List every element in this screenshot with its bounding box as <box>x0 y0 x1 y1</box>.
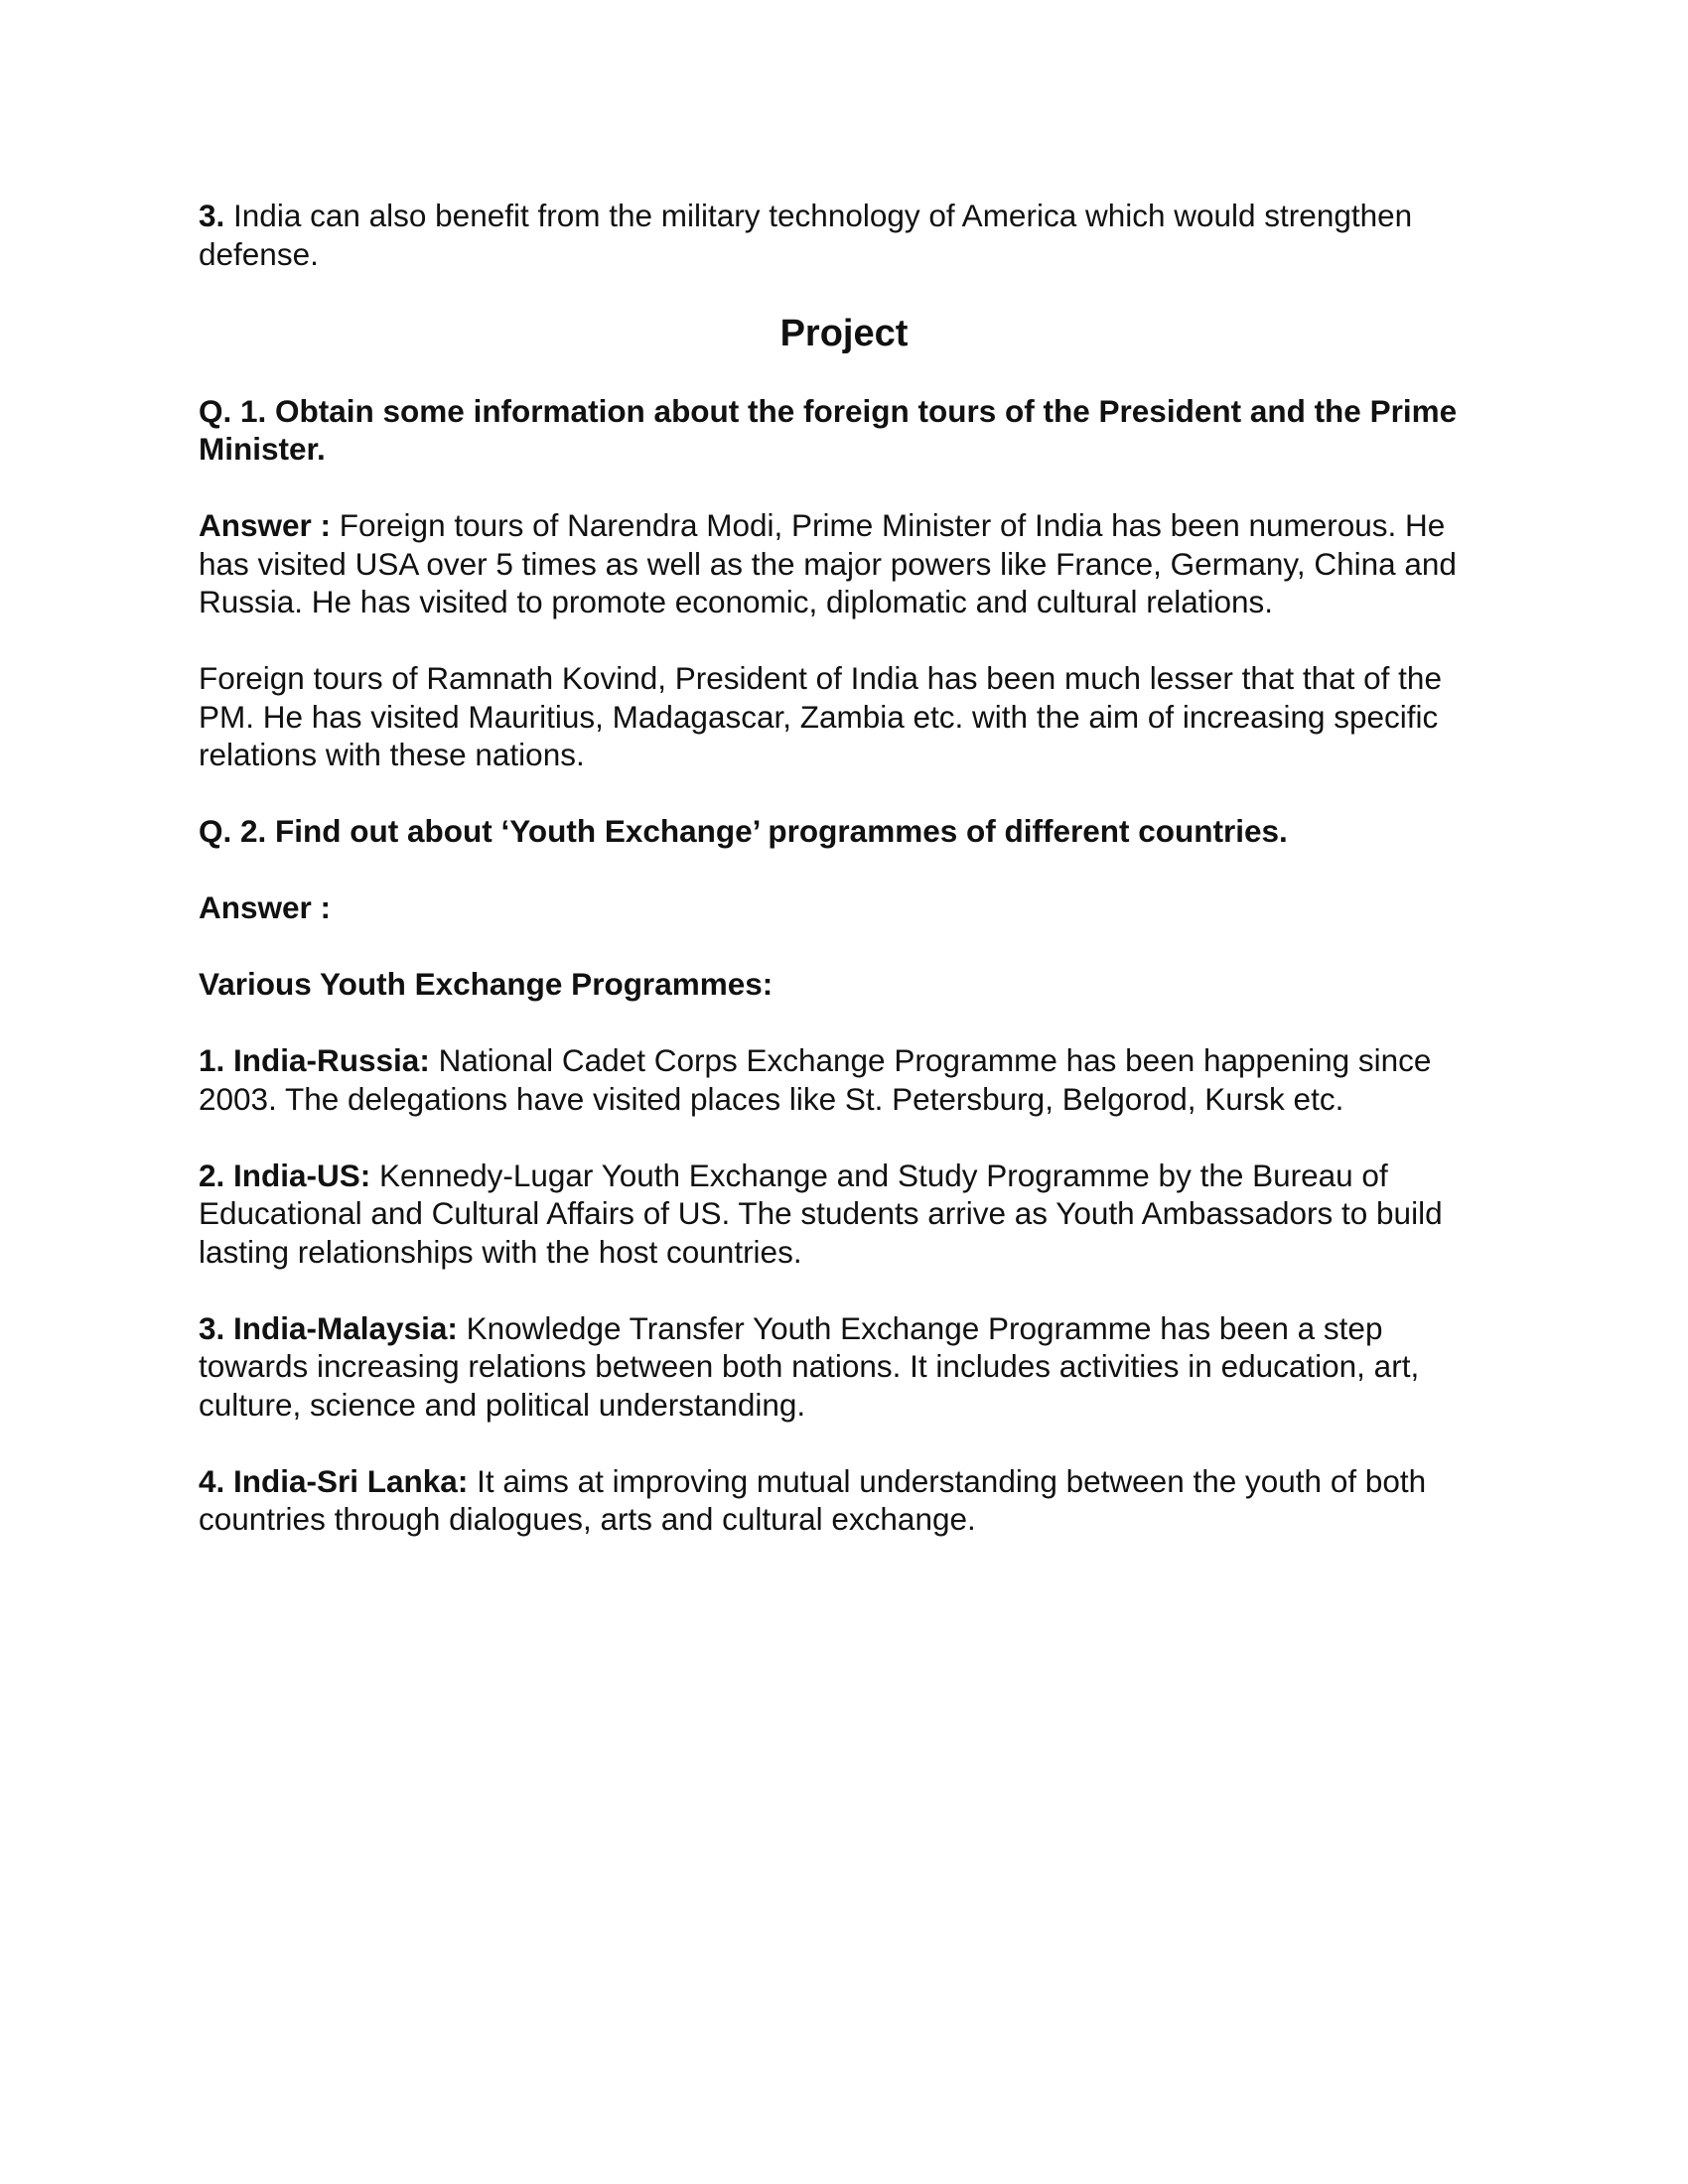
programme-text: National Cadet Corps Exchange Programme has been happening since 2003. The delegations have visited places like St. Petersburg, Belgorod, Kursk etc. <box>199 1042 1432 1117</box>
point-3-text: India can also benefit from the military technology of America which would strengthen defense. <box>199 198 1413 272</box>
programme-item-india-sri-lanka <box>199 1462 1489 1539</box>
answer-2-label: Answer : <box>199 889 332 925</box>
answer-1-paragraph <box>199 506 1489 621</box>
answer-1-text: Foreign tours of Narendra Modi, Prime Minister of India has been numerous. He has visited USA over 5 times as well as the major powers like France, Germany, China and Russia. He has visited to promote economic, diplomatic and cultural relations. <box>199 507 1457 619</box>
answer-1-label: Answer : <box>199 507 332 543</box>
programme-text: It aims at improving mutual understanding between the youth of both countries through dialogues, arts and cultural exchange. <box>199 1462 1427 1537</box>
question-2: Q. 2. Find out about ‘Youth Exchange’ programmes of different countries. <box>199 813 1288 849</box>
programmes-subheading: Various Youth Exchange Programmes: <box>199 966 774 1002</box>
point-3-paragraph <box>199 197 1489 273</box>
programme-label: 1. India-Russia: <box>199 1042 430 1078</box>
programme-label: 3. India-Malaysia: <box>199 1309 458 1346</box>
programme-text: Kennedy-Lugar Youth Exchange and Study Programme by the Bureau of Educational and Cultural Affairs of US. The students arrive as Youth Ambassadors to build lasting relationships with the host countries. <box>199 1157 1443 1270</box>
programme-label: 4. India-Sri Lanka: <box>199 1462 469 1499</box>
point-3-number: 3. <box>199 198 225 233</box>
programme-item-india-malaysia <box>199 1309 1489 1425</box>
programme-item-india-us <box>199 1157 1489 1272</box>
programme-label: 2. India-US: <box>199 1157 371 1193</box>
programme-text: Knowledge Transfer Youth Exchange Programme has been a step towards increasing relations between both nations. It includes activities in education, art, culture, science and political understanding. <box>199 1309 1420 1423</box>
answer-1-paragraph-2: Foreign tours of Ramnath Kovind, President of India has been much lesser that that of the PM. He has visited Mauritius, Madagascar, Zambia etc. with the aim of increasing specific relations with these nations. <box>199 660 1442 772</box>
question-1: Q. 1. Obtain some information about the foreign tours of the President and the Prime Minister. <box>199 392 1458 467</box>
page-content <box>199 197 1489 1576</box>
section-title: Project <box>779 312 909 354</box>
programme-item-india-russia <box>199 1041 1489 1118</box>
